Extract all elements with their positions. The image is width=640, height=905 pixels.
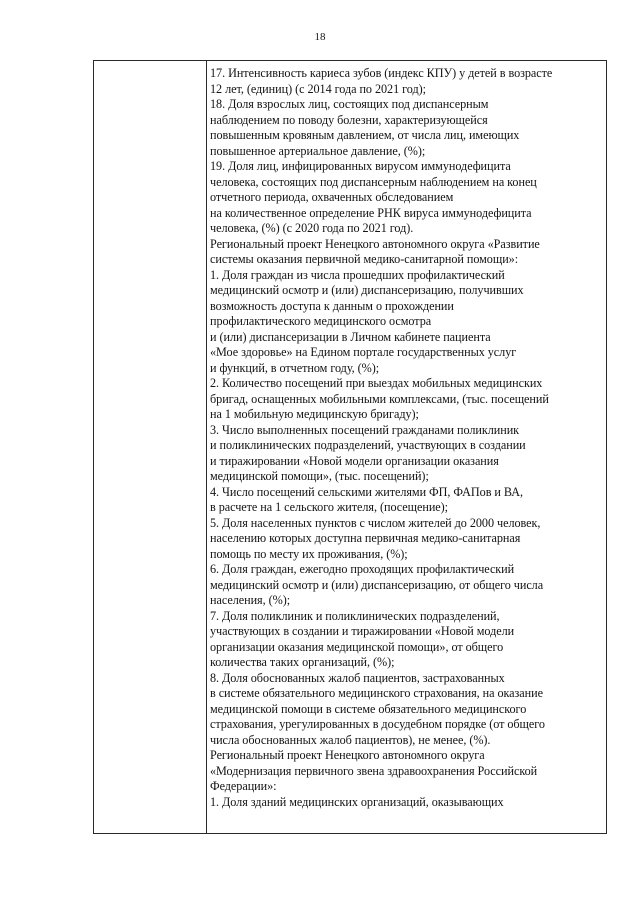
text-line: повышенное артериальное давление, (%); [210,143,426,158]
text-line: «Мое здоровье» на Едином портале государственных услуг [210,345,517,359]
text-line: и поликлинических подразделений, участвующих в создании [210,438,526,452]
empty-left-cell [94,61,206,833]
content-table [93,60,607,834]
text-line: 5. Доля населенных пунктов с числом жителей до 2000 человек, [210,515,541,530]
text-line: 12 лет, (единиц) (с 2014 года по 2021 год); [210,81,426,96]
text-line: отчетного периода, охваченных обследованием [210,190,454,204]
text-line: 19. Доля лиц, инфицированных вирусом иммунодефицита [210,159,511,173]
text-line: бригад, оснащенных мобильными комплексами, (тыс. посещений [210,391,549,406]
text-line: Региональный проект Ненецкого автономного округа [210,748,485,762]
text-line: Региональный проект Ненецкого автономного округа «Развитие [210,236,540,251]
text-line: медицинской помощи», (тыс. посещений); [210,469,429,483]
text-line: медицинский осмотр и (или) диспансеризацию, от общего числа [210,577,544,592]
text-line: и (или) диспансеризации в Личном кабинете пациента [210,329,491,344]
text-line: помощь по месту их проживания, (%); [210,546,408,561]
text-line: медицинской помощи в системе обязательного медицинского [210,701,527,716]
text-line: 7. Доля поликлиник и поликлинических подразделений, [210,608,500,623]
text-line: «Модернизация первичного звена здравоохранения Российской [210,763,538,778]
text-line: повышенным кровяным давлением, от числа лиц, имеющих [210,128,520,142]
text-line: и функций, в отчетном году, (%); [210,360,380,375]
text-line: числа обоснованных жалоб пациентов), не менее, (%). [210,732,491,747]
text-line: 1. Доля граждан из числа прошедших профилактический [210,267,505,282]
text-line: населению которых доступна первичная медико-санитарная [210,531,521,545]
text-line: организации оказания медицинской помощи», от общего [210,639,504,654]
text-line: на 1 мобильную медицинскую бригаду); [210,407,419,421]
text-line: на количественное определение РНК вируса иммунодефицита [210,205,532,220]
text-line: 3. Число выполненных посещений гражданами поликлиник [210,422,520,437]
text-line: 6. Доля граждан, ежегодно проходящих профилактический [210,562,515,576]
text-line: 17. Интенсивность кариеса зубов (индекс КПУ) у детей в возрасте [210,66,553,80]
text-line: страхования, урегулированных в досудебном порядке (от общего [210,717,545,731]
column-divider [206,61,207,833]
text-line: наблюдением по поводу болезни, характеризующейся [210,112,488,127]
text-line: медицинский осмотр и (или) диспансеризацию, получивших [210,283,524,297]
text-line: Федерации»: [210,779,277,793]
text-line: человека, (%) (с 2020 года по 2021 год). [210,221,414,235]
text-line: 4. Число посещений сельскими жителями ФП, ФАПов и ВА, [210,484,523,499]
text-line: и тиражировании «Новой модели организации оказания [210,453,499,468]
text-line: 1. Доля зданий медицинских организаций, оказывающих [210,794,504,809]
page-number: 18 [314,31,326,43]
text-line: системы оказания первичной медико-санитарной помощи»: [210,252,519,266]
text-line: количества таких организаций, (%); [210,655,395,669]
text-line: профилактического медицинского осмотра [210,314,432,328]
text-line: 2. Количество посещений при выездах мобильных медицинских [210,376,543,390]
text-line: 8. Доля обоснованных жалоб пациентов, застрахованных [210,670,505,685]
text-line: участвующих в создании и тиражировании «Новой модели [210,624,515,638]
text-line: возможность доступа к данным о прохождении [210,298,454,313]
text-line: 18. Доля взрослых лиц, состоящих под диспансерным [210,97,489,111]
text-line: населения, (%); [210,593,291,607]
text-line: в расчете на 1 сельского жителя, (посещение); [210,500,449,514]
text-line: в системе обязательного медицинского страхования, на оказание [210,686,543,700]
indicators-text-cell [210,66,604,810]
text-line: человека, состоящих под диспансерным наблюдением на конец [210,174,537,189]
